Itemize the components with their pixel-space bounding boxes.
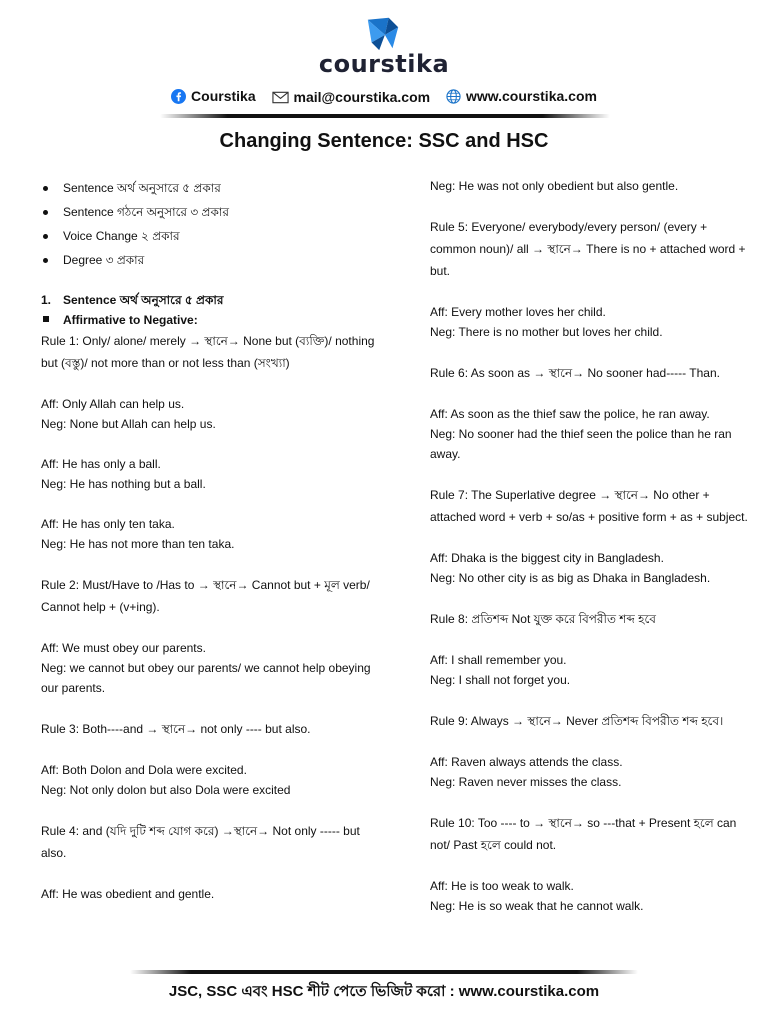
example-11 [430,752,752,792]
rule-10 [430,812,752,856]
rule-text: Rule 7: The Superlative degree → স্থানে→ No other + attached word + verb + so/as + positive form + as + subject. [430,488,748,524]
example-12 [430,876,752,916]
footer-divider [130,970,638,974]
example-9 [430,548,752,588]
rule-text: Rule 6: As soon as → স্থানে→ No sooner had----- Than. [430,366,720,380]
negative-text: Neg: we cannot but obey our parents/ we cannot help obeying our parents. [41,661,371,695]
left-column [41,176,386,924]
page-header [0,0,768,120]
email-icon [272,91,289,104]
example-5 [41,760,386,800]
affirmative-text: Aff: Raven always attends the class. [430,755,623,769]
rule-2 [41,574,386,618]
overview-list [41,176,386,272]
facebook-icon [171,89,186,104]
negative-text: Neg: He has not more than ten taka. [41,537,235,551]
negative-text: Neg: No sooner had the thief seen the police than he ran away. [430,427,732,461]
list-item: Degree ৩ প্রকার [41,248,386,272]
rule-text: Rule 3: Both----and → স্থানে→ not only ---- but also. [41,722,311,736]
example-1 [41,394,386,434]
rule-text: Rule 1: Only/ alone/ merely → স্থানে→ None but (ব্যক্তি)/ nothing but (বস্তু)/ not more than or not less than (সংখ্যা) [41,334,375,370]
email-label: mail@courstika.com [293,89,431,105]
rule-1 [41,330,386,374]
rule-text: Rule 9: Always → স্থানে→ Never প্রতিশব্দ বিপরীত শব্দ হবে। [430,714,724,728]
list-item: Voice Change ২ প্রকার [41,224,386,248]
affirmative-text: Aff: Both Dolon and Dola were excited. [41,763,247,777]
affirmative-text: Aff: He was obedient and gentle. [41,887,215,901]
affirmative-text: Aff: Only Allah can help us. [41,397,185,411]
contact-bar [0,88,768,107]
website-contact[interactable] [446,88,597,104]
affirmative-text: Aff: He has only ten taka. [41,517,175,531]
negative-text: Neg: He has nothing but a ball. [41,477,206,491]
website-label: www.courstika.com [465,88,597,104]
negative-text: Neg: No other city is as big as Dhaka in Bangladesh. [430,571,711,585]
brand-name: courstika [318,50,450,78]
affirmative-text: Aff: We must obey our parents. [41,641,206,655]
negative-text: Neg: He is so weak that he cannot walk. [430,899,644,913]
header-divider [160,114,610,118]
negative-text: Neg: Not only dolon but also Dola were excited [41,783,291,797]
affirmative-text: Aff: Every mother loves her child. [430,305,606,319]
right-column [430,176,752,936]
rule-8 [430,608,752,630]
negative-text: Neg: None but Allah can help us. [41,417,216,431]
rule-6 [430,362,752,384]
email-contact[interactable] [272,89,431,105]
example-4 [41,638,386,698]
list-item: Sentence অর্থ অনুসারে ৫ প্রকার [41,176,386,200]
rule-text: Rule 2: Must/Have to /Has to → স্থানে→ Cannot but + মূল verb/ Cannot help + (v+ing). [41,578,370,614]
negative-text: Neg: There is no mother but loves her child. [430,325,663,339]
section-heading [41,290,386,310]
rule-3 [41,718,386,740]
rule-text: Rule 5: Everyone/ everybody/every person/ (every + common noun)/ all → স্থানে→ There is no + attached word + but. [430,220,746,278]
courstika-logo-icon [364,14,402,52]
example-6-neg [430,176,752,196]
globe-icon [446,89,461,104]
footer-cta[interactable]: JSC, SSC এবং HSC শীট পেতে ভিজিট করো : www.courstika.com [168,983,600,1000]
page-title: Changing Sentence: SSC and HSC [219,130,549,152]
negative-text: Neg: Raven never misses the class. [430,775,622,789]
example-6-aff [41,884,386,904]
rule-text: Rule 8: প্রতিশব্দ Not যুক্ত করে বিপরীত শব্দ হবে [430,612,656,626]
rule-9 [430,710,752,732]
section-heading-text: Sentence অর্থ অনুসারে ৫ প্রকার [63,293,224,307]
example-8 [430,404,752,464]
affirmative-text: Aff: Dhaka is the biggest city in Bangladesh. [430,551,664,565]
section-subheading: Affirmative to Negative: [41,310,386,330]
affirmative-text: Aff: As soon as the thief saw the police, he ran away. [430,407,710,421]
example-2 [41,454,386,494]
section-number: 1. [41,293,52,307]
affirmative-text: Aff: He has only a ball. [41,457,161,471]
rule-4 [41,820,386,864]
example-3 [41,514,386,554]
affirmative-text: Aff: I shall remember you. [430,653,567,667]
rule-5 [430,216,752,282]
example-7 [430,302,752,342]
example-10 [430,650,752,690]
facebook-label: Courstika [191,88,256,104]
rule-text: Rule 4: and (যদি দুটি শব্দ যোগ করে) →স্থানে→ Not only ----- but also. [41,824,360,860]
negative-text: Neg: I shall not forget you. [430,673,571,687]
rule-7 [430,484,752,528]
rule-text: Rule 10: Too ---- to → স্থানে→ so ---that + Present হলে can not/ Past হলে could not. [430,816,737,852]
list-item: Sentence গঠনে অনুসারে ৩ প্রকার [41,200,386,224]
affirmative-text: Aff: He is too weak to walk. [430,879,574,893]
negative-text: Neg: He was not only obedient but also gentle. [430,179,679,193]
facebook-contact[interactable] [171,88,256,104]
